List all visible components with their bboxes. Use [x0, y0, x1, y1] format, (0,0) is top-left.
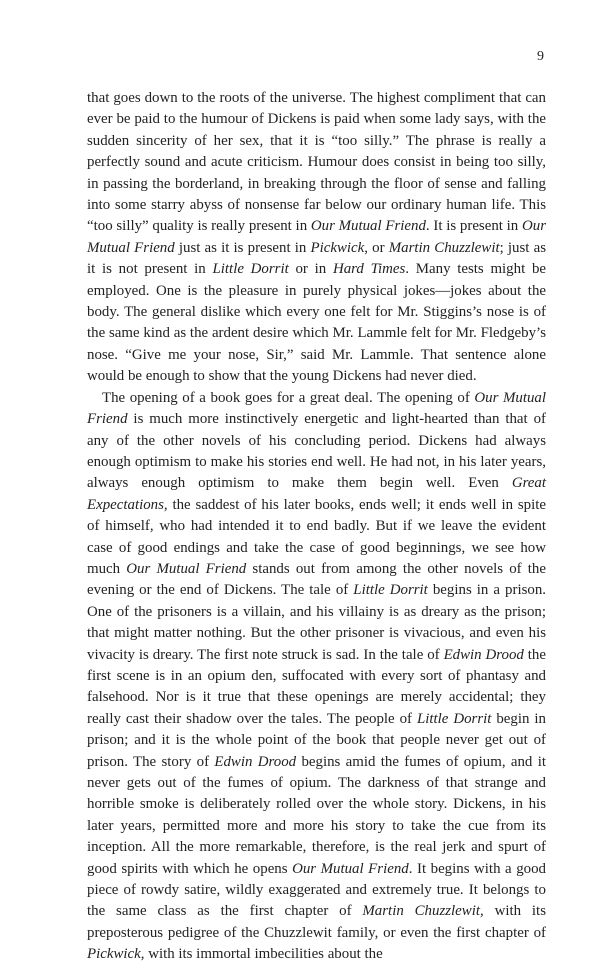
body-text	[87, 88, 546, 966]
text-run: the first scene is in an opium den, suffocated with every sort of phantasy and falsehood. Nor is it true that these openings are merely accidental; they really cast their shadow over the tales. The people of	[87, 646, 546, 727]
text-run: ; just as it is not present in	[87, 239, 546, 278]
italic-title: Edwin Drood	[214, 753, 297, 770]
italic-title: Our Mutual Friend	[292, 860, 409, 877]
italic-title: Little Dorrit	[416, 710, 492, 727]
italic-title: Great Expectations	[87, 475, 546, 513]
text-run: , with its immortal imbecilities about the	[140, 946, 383, 963]
text-run: is much more instinctively energetic and light-hearted than that of any of the other novels of his concluding period. Dickens had always enough optimism to make his stories end well. He had not, in his later years, always enough optimism to make them begin well. Even	[87, 411, 546, 492]
italic-title: Little Dorrit	[212, 261, 289, 278]
text-run: begin in prison; and it is the whole point of the book that people never get out of prison. The story of	[87, 710, 546, 770]
text-run: begins in a prison. One of the prisoners is a villain, and his villainy is as dreary as the prison; that might matter nothing. But the other prisoner is vivacious, and even his vivacity is dreary. The first note struck is sad. In the tale of	[87, 582, 546, 663]
italic-title: Our Mutual Friend	[310, 218, 426, 235]
text-run: , the saddest of his later books, ends well; it ends well in spite of himself, who had intended it to end badly. But if we leave the evident case of good endings and take the case of good beginnings, we see how much	[87, 496, 546, 577]
text-run: , with its preposterous pedigree of the Chuzzlewit family, or even the first chapter of	[87, 903, 546, 941]
text-run: . It begins with a good piece of rowdy satire, wildly exaggerated and extremely true. It belongs to the same class as the first chapter of	[87, 860, 546, 920]
italic-title: Pickwick	[310, 239, 365, 256]
text-run: . It is present in	[425, 218, 522, 235]
text-run: , or	[364, 239, 389, 256]
page-number: 9	[537, 49, 544, 64]
italic-title: Our Mutual Friend	[87, 218, 546, 256]
italic-title: Little Dorrit	[353, 582, 428, 599]
paragraph	[87, 88, 546, 388]
text-run: just as it is present in	[174, 239, 311, 256]
italic-title: Hard Times	[332, 261, 406, 278]
italic-title: Our Mutual Friend	[87, 389, 547, 428]
text-run: that goes down to the roots of the universe. The highest compliment that can ever be paid to the humour of Dickens is paid when some lady says, with the sudden sincerity of her sex, that it is “too silly.” The phrase is really a perfectly sound and acute criticism. Humour does consist in being too silly, in passing the borderland, in breaking through the floor of sense and falling into some starry abyss of nonsense far below our ordinary human life. This “too silly” quality is really present in	[87, 90, 546, 235]
text-run: begins amid the fumes of opium, and it never gets out of the fumes of opium. The darkness of that strange and horrible smoke is deliberately rolled over the whole story. Dickens, in his later years, permitted more and more his story to take the cue from its inception. All the more remarkable, therefore, is the real jerk and spurt of good spirits with which he opens	[87, 753, 546, 877]
italic-title: Martin Chuzzlewit	[362, 903, 480, 920]
text-run: . Many tests might be employed. One is the pleasure in purely physical jokes—jokes about the body. The general dislike which every one felt for Mr. Stiggins’s nose is of the same kind as the ardent desire which Mr. Lammle felt for Mr. Fledgeby’s nose. “Give me your nose, Sir,” said Mr. Lammle. That sentence alone would be enough to show that the young Dickens had never died.	[87, 261, 547, 385]
text-run: stands out from among the other novels of the evening or the end of Dickens. The tale of	[87, 560, 546, 599]
italic-title: Martin Chuzzlewit	[388, 239, 500, 256]
italic-title: Edwin Drood	[443, 646, 524, 663]
text-run: or in	[288, 261, 333, 278]
italic-title: Pickwick	[87, 946, 141, 963]
text-run: The opening of a book goes for a great deal. The opening of	[102, 389, 475, 406]
italic-title: Our Mutual Friend	[126, 560, 247, 577]
paragraph	[87, 388, 546, 966]
